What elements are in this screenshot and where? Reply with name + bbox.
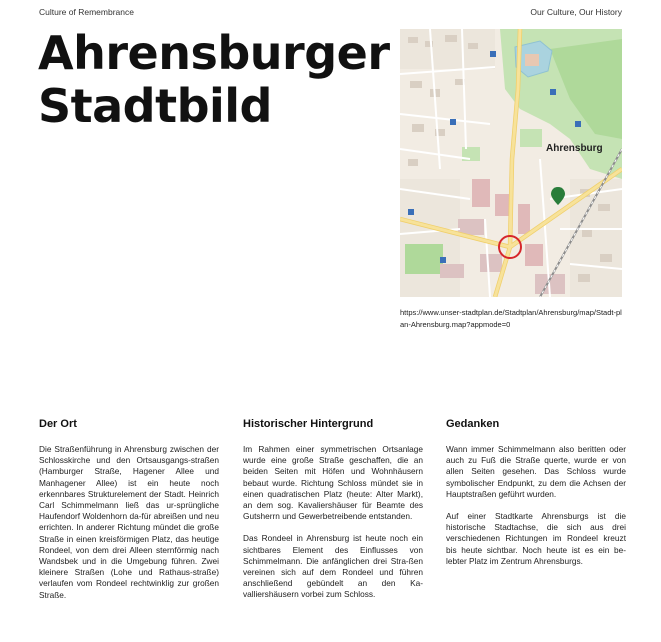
column-der-ort (39, 417, 219, 612)
page-title-line-1: Ahrensburger (38, 26, 390, 80)
map-city-label: Ahrensburg (546, 143, 603, 154)
page-title-line-2: Stadtbild (38, 79, 272, 133)
column-paragraph: Wann immer Schimmelmann also beritten oder auch zu Fuß die Straße querte, wurde er von allen Seiten gesehen. Das Schloss wurde symbolischer Endpunkt, zu dem die Achsen der Hauptstraßen geführt wurden. (446, 444, 626, 499)
column-paragraph: Im Rahmen einer symmetrischen Ortsanlage wurde eine große Straße geschaffen, die an beiden Seiten mit Höfen und Wohnhäusern bebaut wurde. Richtung Schloss mündet sie in einen quadratischen Platz (heute: Alter Markt), an dem sog. Kavaliershäuser für Beamte des Gutsherrn und Gewerbetreibende entstanden. (243, 444, 423, 522)
column-heading: Gedanken (446, 418, 500, 430)
column-paragraph: Die Straßenführung in Ahrensburg zwischen der Schlosskirche und den Ortsausgangs-straßen (Hamburger Straße, Hagener Allee und Manhagener Allee) ist ein heute noch erkennbares Strukturelement der Stadt. Heinrich Carl Schimmelmann ließ das ur-sprüngliche Haufendorf Woldenhorn da-für abreißen und neu errichten. In anderer Richtung mündet die große Straße in einen kreisförmigen Platz, das heutige Rondeel, von dem drei Alleen sternförmig nach Wandsbek und in die Umgebung führen. Zwei kleinere Straßen (Lohe und Rathaus-straße) verlaufen vom Rondeel rechtwinklig zur großen Straße. (39, 444, 219, 600)
header-series-label: Our Culture, Our History (530, 7, 622, 17)
column-paragraph: Auf einer Stadtkarte Ahrensburgs ist die historische Stadtachse, die sich aus drei verschiedenen Richtungen im Rondeel kreuzt bis heute sichtbar. Noch heute ist es ein be-lebter Platz im Zentrum Ahrensburgs. (446, 511, 626, 566)
page-title (38, 27, 390, 133)
column-heading: Historischer Hintergrund (243, 418, 374, 430)
column-historischer-hintergrund (243, 417, 423, 612)
column-paragraph: Das Rondeel in Ahrensburg ist heute noch ein sichtbares Element des Einflusses von Schimmelmann. Die anfänglichen drei Stra-ßen vereinen sich auf dem Rondeel und führen anschließend gebündelt an den Ka-valliershäusern vorbei zum Schloss. (243, 533, 423, 600)
column-heading: Der Ort (39, 418, 77, 430)
city-map-graphic (400, 29, 622, 297)
city-map (400, 29, 622, 297)
map-source-caption: https://www.unser-stadtplan.de/Stadtplan/Ahrensburg/map/Stadt-plan-Ahrensburg.map?appmode=0 (400, 308, 622, 329)
column-gedanken (446, 417, 626, 578)
header-section-label: Culture of Remembrance (39, 7, 134, 17)
